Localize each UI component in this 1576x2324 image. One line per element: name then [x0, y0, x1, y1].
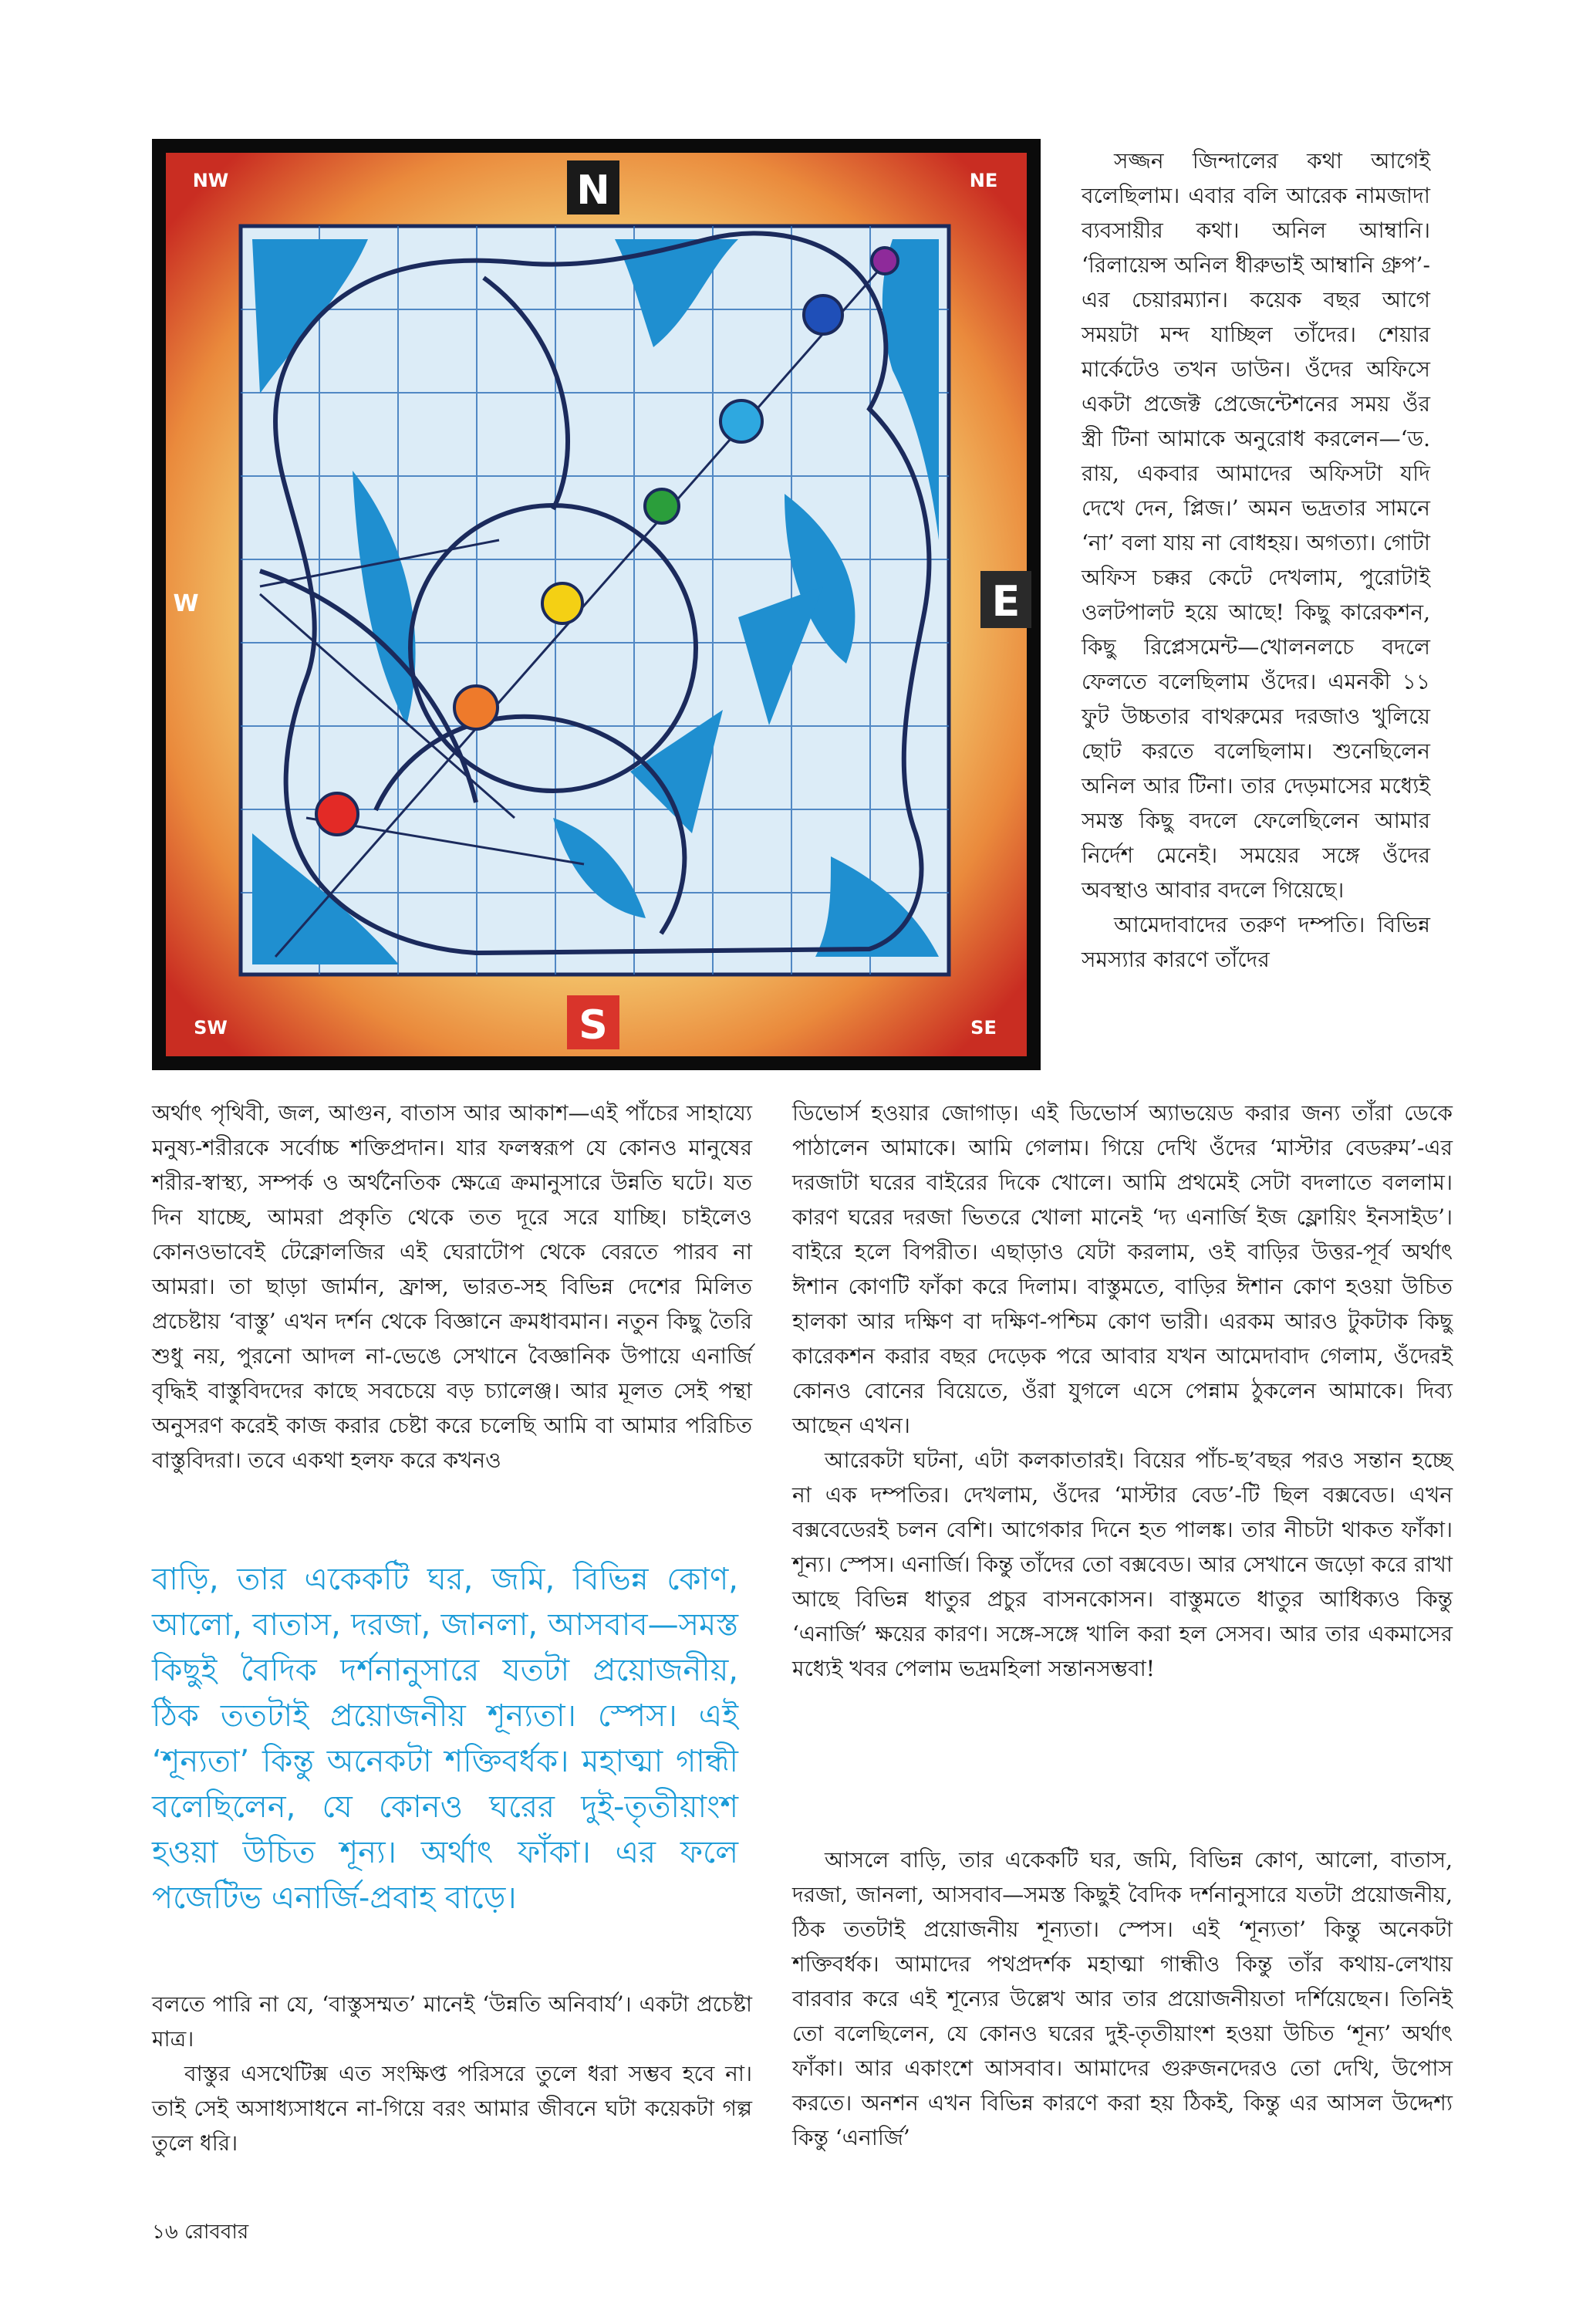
- compass-sw: SW: [194, 1017, 228, 1039]
- dot-violet: [872, 248, 898, 274]
- compass-south: S: [579, 1002, 608, 1049]
- vastu-illustration: [152, 139, 1041, 1070]
- compass-north: N: [576, 167, 610, 214]
- dot-yellow: [542, 583, 582, 623]
- dot-green: [645, 489, 679, 523]
- paragraph: আরেকটা ঘটনা, এটা কলকাতারই। বিয়ের পাঁচ-ছ’বছর পরও সন্তান হচ্ছে না এক দম্পতির। দেখলাম, ওঁদের ‘মাস্টার বেড’-টি ছিল বক্সবেড। এখন বক্সবেডেরই চলন বেশি। আগেকার দিনে হত পালঙ্ক। তার নীচটা থাকত ফাঁকা। শূন্য। স্পেস। এনার্জি। কিন্তু তাঁদের তো বক্সবেড। আর সেখানে জড়ো করে রাখা আছে বিভিন্ন ধাতুর প্রচুর বাসনকোসন। বাস্তুমতে ধাতুর আধিক্যও কিন্তু ‘এনার্জি’ ক্ষয়ের কারণ। সঙ্গে-সঙ্গে খালি করা হল সেসব। আর তার একমাসের মধ্যেই খবর পেলাম ভদ্রমহিলা সন্তানসম্ভবা!: [792, 1447, 1453, 1681]
- dot-sky-blue: [721, 400, 762, 442]
- paragraph: অর্থাৎ পৃথিবী, জল, আগুন, বাতাস আর আকাশ—এই পাঁচের সাহায্যে মনুষ্য-শরীরকে সর্বোচ্চ শক্তিপ্রদান। যার ফলস্বরূপ যে কোনও মানুষের শরীর-স্বাস্থ্য, সম্পর্ক ও অর্থনৈতিক ক্ষেত্রে ক্রমানুসারে উন্নতি ঘটে। যত দিন যাচ্ছে, আমরা প্রকৃতি থেকে তত দূরে সরে যাচ্ছি। চাইলেও কোনওভাবেই টেক্নোলজির এই ঘেরাটোপ থেকে বেরতে পারব না আমরা। তা ছাড়া জার্মান, ফ্রান্স, ভারত-সহ বিভিন্ন দেশের মিলিত প্রচেষ্টায় ‘বাস্তু’ এখন দর্শন থেকে বিজ্ঞানে ক্রমধাবমান। নতুন কিছু তৈরি শুধু নয়, পুরনো আদল না-ভেঙে সেখানে বৈজ্ঞানিক উপায়ে এনার্জি বৃদ্ধিই বাস্তুবিদদের কাছে সবচেয়ে বড় চ্যালেঞ্জ। আর মূলত সেই পন্থা অনুসরণ করেই কাজ করার চেষ্টা করে চলেছি আমি বা আমার পরিচিত বাস্তুবিদরা। তবে একথা হলফ করে কখনও: [152, 1100, 752, 1473]
- paragraph: আসলে বাড়ি, তার একেকটি ঘর, জমি, বিভিন্ন কোণ, আলো, বাতাস, দরজা, জানলা, আসবাব—সমস্ত কিছুই বৈদিক দর্শনানুসারে যতটা প্রয়োজনীয়, ঠিক ততটাই প্রয়োজনীয় শূন্যতা। স্পেস। এই ‘শূন্যতা’ কিন্তু অনেকটা শক্তিবর্ধক। আমাদের পথপ্রদর্শক মহাত্মা গান্ধীও কিন্তু তাঁর কথায়-লেখায় বারবার করে এই শূন্যের উল্লেখ আর তার প্রয়োজনীয়তা দর্শিয়েছেন। তিনিই তো বলেছিলেন, যে কোনও ঘরের দুই-তৃতীয়াংশ হওয়া উচিত ‘শূন্য’ অর্থাৎ ফাঁকা। আর একাংশে আসবাব। আমাদের গুরুজনদেরও তো দেখি, উপোস করতে। অনশন এখন বিভিন্ন কারণে করা হয় ঠিকই, কিন্তু এর আসল উদ্দেশ্য কিন্তু ‘এনার্জি’: [792, 1847, 1453, 2150]
- vastu-illustration-svg: [152, 139, 1041, 1070]
- left-column: [152, 1096, 752, 1478]
- dot-blue: [804, 296, 842, 334]
- right-column-middle: [792, 1096, 1453, 1686]
- compass-west: W: [173, 590, 199, 617]
- right-column-bottom: [792, 1843, 1453, 2155]
- paragraph: বলতে পারি না যে, ‘বাস্তুসম্মত’ মানেই ‘উন্নতি অনিবার্য’। একটা প্রচেষ্টা মাত্র।: [152, 1991, 752, 2052]
- pull-quote: বাড়ি, তার একেকটি ঘর, জমি, বিভিন্ন কোণ, আলো, বাতাস, দরজা, জানলা, আসবাব—সমস্ত কিছুই বৈদিক দর্শনানুসারে যতটা প্রয়োজনীয়, ঠিক ততটাই প্রয়োজনীয় শূন্যতা। স্পেস। এই ‘শূন্যতা’ কিন্তু অনেকটা শক্তিবর্ধক। মহাত্মা গান্ধী বলেছিলেন, যে কোনও ঘরের দুই-তৃতীয়াংশ হওয়া উচিত শূন্য। অর্থাৎ ফাঁকা। এর ফলে পজেটিভ এনার্জি-প্রবাহ বাড়ে।: [152, 1562, 738, 1916]
- compass-ne: NE: [969, 170, 998, 191]
- right-column-top: [1082, 144, 1430, 977]
- paragraph: ডিভোর্স হওয়ার জোগাড়। এই ডিভোর্স অ্যাভয়েড করার জন্য তাঁরা ডেকে পাঠালেন আমাকে। আমি গেলাম। গিয়ে দেখি ওঁদের ‘মাস্টার বেডরুম’-এর দরজাটা ঘরের বাইরের দিকে খোলে। আমি প্রথমেই সেটা বদলাতে বললাম। কারণ ঘরের দরজা ভিতরে খোলা মানেই ‘দ্য এনার্জি ইজ ফ্লোয়িং ইনসাইড’। বাইরে হলে বিপরীত। এছাড়াও যেটা করলাম, ওই বাড়ির উত্তর-পূর্ব অর্থাৎ ঈশান কোণটি ফাঁকা করে দিলাম। বাস্তুমতে, বাড়ির ঈশান কোণ হওয়া উচিত হালকা আর দক্ষিণ বা দক্ষিণ-পশ্চিম কোণ ভারী। এরকম আরও টুকটাক কিছু কারেকশন করার বছর দেড়েক পরে আবার যখন আমেদাবাদ গেলাম, ওঁদেরই কোনও বোনের বিয়েতে, ওঁরা যুগলে এসে পেন্নাম ঠুকলেন আমাকে। দিব্য আছেন এখন।: [792, 1100, 1453, 1438]
- compass-se: SE: [970, 1017, 997, 1039]
- compass-nw: NW: [192, 170, 229, 191]
- page-folio: ১৬ রোববার: [152, 2221, 249, 2244]
- compass-east: E: [991, 577, 1021, 626]
- dot-orange: [454, 686, 498, 729]
- left-column-bottom: [152, 1987, 752, 2160]
- dot-red: [316, 793, 358, 835]
- paragraph: বাস্তুর এসথেটিক্স এত সংক্ষিপ্ত পরিসরে তুলে ধরা সম্ভব হবে না। তাই সেই অসাধ্যসাধনে না-গিয়ে বরং আমার জীবনে ঘটা কয়েকটা গল্প তুলে ধরি।: [152, 2061, 752, 2156]
- paragraph: আমেদাবাদের তরুণ দম্পতি। বিভিন্ন সমস্যার কারণে তাঁদের: [1082, 912, 1430, 972]
- paragraph: সজ্জন জিন্দালের কথা আগেই বলেছিলাম। এবার বলি আরেক নামজাদা ব্যবসায়ীর কথা। অনিল আম্বানি। ‘রিলায়েন্স অনিল ধীরুভাই আম্বানি গ্রুপ’-এর চেয়ারম্যান। কয়েক বছর আগে সময়টা মন্দ যাচ্ছিল তাঁদের। শেয়ার মার্কেটেও তখন ডাউন। ওঁদের অফিসে একটা প্রজেক্ট প্রেজেন্টেশনের সময় ওঁর স্ত্রী টিনা আমাকে অনুরোধ করলেন—‘ড. রায়, একবার আমাদের অফিসটা যদি দেখে দেন, প্লিজ।’ অমন ভদ্রতার সামনে ‘না’ বলা যায় না বোধহয়। অগত্যা। গোটা অফিস চক্কর কেটে দেখলাম, পুরোটাই ওলটপালট হয়ে আছে! কিছু কারেকশন, কিছু রিপ্লেসমেন্ট—খোলনলচে বদলে ফেলতে বলেছিলাম ওঁদের। এমনকী ১১ ফুট উচ্চতার বাথরুমের দরজাও খুলিয়ে ছোট করতে বলেছিলাম। শুনেছিলেন অনিল আর টিনা। তার দেড়মাসের মধ্যেই সমস্ত কিছু বদলে ফেলেছিলেন আমার নির্দেশ মেনেই। সময়ের সঙ্গে ওঁদের অবস্থাও আবার বদলে গিয়েছে।: [1082, 148, 1430, 903]
